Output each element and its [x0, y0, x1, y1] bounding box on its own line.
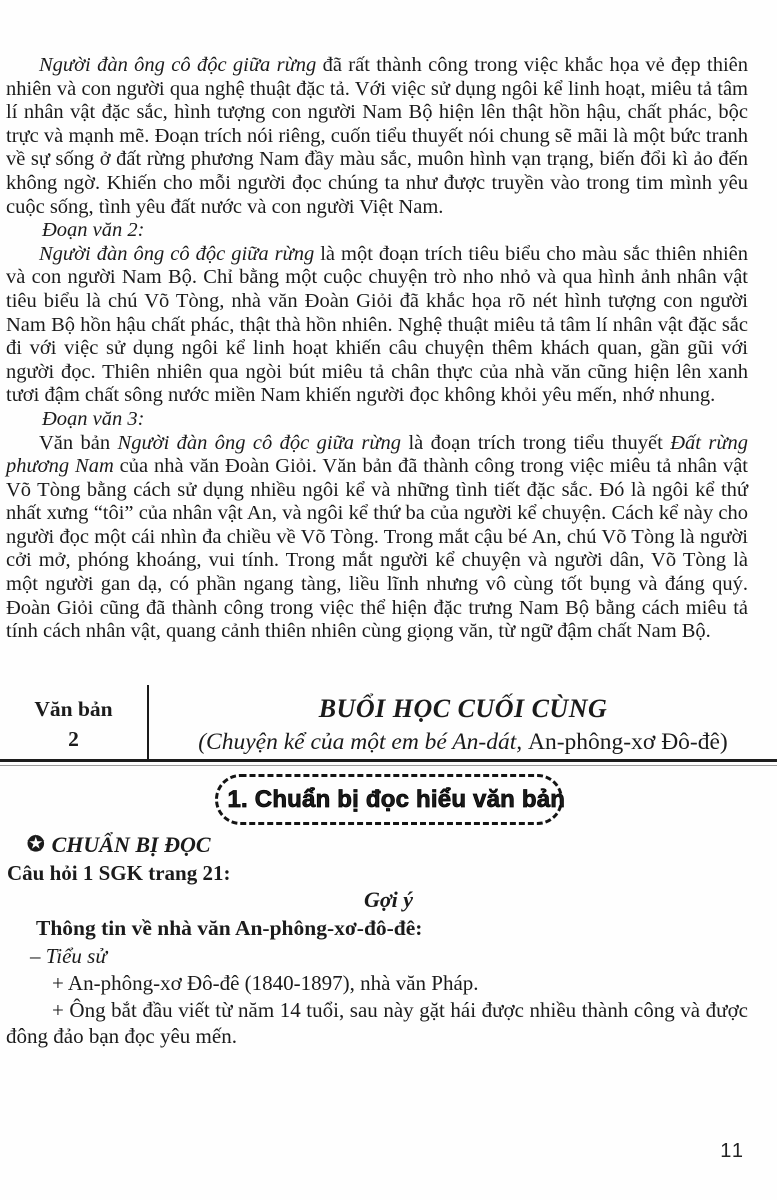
lesson-subtitle-italic: (Chuyện kể của một em bé An-dát, [198, 728, 529, 755]
essay-paragraph-1 [6, 54, 748, 219]
lesson-title-cell [149, 685, 777, 759]
paragraph-3-text: của nhà văn Đoàn Giỏi. Văn bản đã thành công trong việc miêu tả nhân vật Võ Tòng bằng cách sử dụng nhiều ngôi kể và những tình tiết đặc sắc. Đó là ngôi kể thứ nhất xưng “tôi” của nhân vật An, và ngôi kể thứ ba của người kể chuyện. Cách kể này cho người đọc một cái nhìn đa chiều về Võ Tòng. Trong mắt cậu bé An, chú Võ Tòng là người cởi mở, phóng khoáng, vui tính. Trong mắt người kể chuyện và người dân, Võ Tòng là một người gan dạ, có phần ngang tàng, liều lĩnh nhưng vô cùng tốt bụng và đáng quý. Đoàn Giỏi cũng đã thành công trong việc thể hiện đặc trưng Nam Bộ bằng cách miêu tả tính cách nhân vật, quang cảnh thiên nhiên cùng giọng văn, từ ngữ đậm chất Nam Bộ. [6, 455, 748, 643]
essay-body [6, 54, 748, 644]
prepare-reading-label: CHUẨN BỊ ĐỌC [51, 831, 211, 857]
lesson-subtitle [149, 725, 777, 759]
essay-paragraph-3 [6, 432, 748, 644]
lesson-number-cell [0, 685, 149, 759]
lesson-number: 2 [68, 726, 79, 751]
flower-star-icon: ✪ [27, 831, 45, 856]
author-info-heading: Thông tin về nhà văn An-phông-xơ-đô-đê: [36, 915, 423, 940]
prepare-reading-heading [27, 832, 777, 857]
lesson-subtitle-author: An-phông-xơ Đô-đê) [528, 728, 728, 755]
lesson-header-table [0, 685, 777, 759]
essay-paragraph-2 [6, 243, 748, 408]
biography-bullet-1: + An-phông-xơ Đô-đê (1840-1897), nhà văn Pháp. [52, 970, 479, 995]
page-number: 11 [720, 1140, 745, 1162]
work-title-italic: Người đàn ông cô độc giữa rừng [39, 54, 323, 76]
paragraph-2-label: Đoạn văn 2: [42, 219, 145, 242]
section-heading-box: 1. Chuẩn bị đọc hiểu văn bản [215, 774, 563, 825]
paragraph-3-label: Đoạn văn 3: [42, 407, 145, 430]
novel-title-italic: Đất rừng phương Nam [6, 431, 748, 478]
paragraph-2-text: là một đoạn trích tiêu biểu cho màu sắc thiên nhiên và con người Nam Bộ. Chỉ bằng một cuộc chuyện trò nho nhỏ và qua hình ảnh nhân vật tiêu biểu là chú Võ Tòng, nhà văn Đoàn Giỏi đã khắc họa rõ nét hình tượng con người Nam Bộ hồn hậu chất phác, thật thà hồn nhiên. Nghệ thuật miêu tả tâm lí nhân vật đặc sắc đi với việc sử dụng ngôi kể linh hoạt khiến câu chuyện thêm khách quan, gần gũi với người đọc. Thiên nhiên qua ngòi bút miêu tả chân thực của nhà văn cũng hiện lên xanh tươi đậm chất sông nước miền Nam khiến người đọc không khỏi yêu mến, nhớ nhung. [6, 242, 748, 407]
table-bottom-rule [0, 759, 777, 762]
lesson-title: BUỔI HỌC CUỐI CÙNG [318, 693, 608, 723]
hint-label: Gợi ý [363, 886, 414, 912]
table-bottom-rule-shadow [0, 765, 777, 766]
biography-label: – Tiểu sử [30, 943, 107, 968]
question-reference: Câu hỏi 1 SGK trang 21: [7, 860, 231, 885]
work-title-italic: Người đàn ông cô độc giữa rừng [39, 242, 321, 265]
paragraph-3-mid: là đoạn trích trong tiểu thuyết [408, 431, 671, 454]
lesson-label: Văn bản [34, 696, 113, 721]
work-title-italic: Người đàn ông cô độc giữa rừng [117, 431, 409, 454]
paragraph-1-text: đã rất thành công trong việc khắc họa vẻ đẹp thiên nhiên và con người qua nghệ thuật đặc tả. Với việc sử dụng ngôi kể linh hoạt, miêu tả tâm lí nhân vật đặc sắc, hình tượng con người Nam Bộ hiện lên thật hồn hậu, chất phác, bộc trực và mạnh mẽ. Đoạn trích nói riêng, cuốn tiểu thuyết nói chung sẽ mãi là một bức tranh về sự sống ở đất rừng phương Nam đầy màu sắc, muôn hình vạn trạng, biến đổi kì ảo đến không ngờ. Khiến cho mỗi người đọc chúng ta như được truyền vào trong tim mình yêu cuộc sống, tình yêu đất nước và con người Việt Nam. [6, 54, 748, 218]
paragraph-3-lead: Văn bản [39, 431, 118, 454]
biography-bullet-2: + Ông bắt đầu viết từ năm 14 tuổi, sau này gặt hái được nhiều thành công và được đông đảo bạn đọc yêu mến. [6, 997, 748, 1049]
